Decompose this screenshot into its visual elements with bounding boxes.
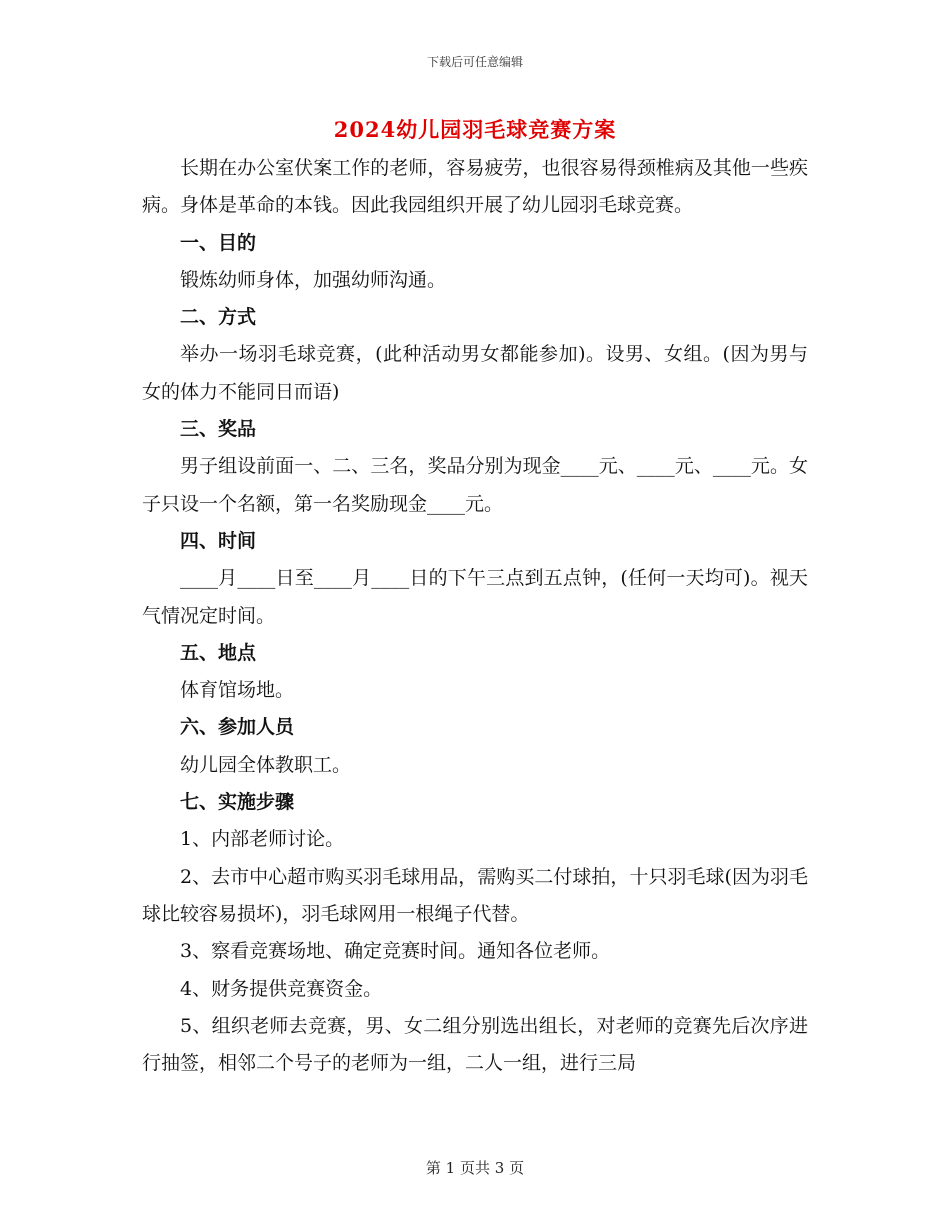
page-header-note: 下载后可任意编辑 bbox=[426, 55, 523, 69]
section-heading-prizes: 三、奖品 bbox=[180, 418, 257, 441]
page-number: 第 1 页共 3 页 bbox=[425, 1159, 525, 1177]
document-body bbox=[142, 150, 808, 1082]
step-item-3: 3、察看竞赛场地、确定竞赛时间。通知各位老师。 bbox=[180, 940, 611, 963]
step-item-4: 4、财务提供竞赛资金。 bbox=[180, 977, 383, 1000]
paragraph-location: 体育馆场地。 bbox=[180, 679, 295, 702]
section-heading-steps: 七、实施步骤 bbox=[180, 791, 295, 814]
intro-paragraph: 长期在办公室伏案工作的老师，容易疲劳，也很容易得颈椎病及其他一些疾病。身体是革命的本钱。因此我园组织开展了幼儿园羽毛球竞赛。 bbox=[142, 157, 808, 217]
paragraph-time: ____月____日至____月____日的下午三点到五点钟，(任何一天均可)。视天气情况定时间。 bbox=[142, 567, 808, 627]
paragraph-prizes: 男子组设前面一、二、三名，奖品分别为现金____元、____元、____元。女子只设一个名额，第一名奖励现金____元。 bbox=[142, 455, 808, 515]
section-heading-participants: 六、参加人员 bbox=[180, 716, 295, 739]
step-item-1: 1、内部老师讨论。 bbox=[180, 828, 345, 851]
paragraph-purpose: 锻炼幼师身体，加强幼师沟通。 bbox=[180, 268, 447, 291]
step-item-2: 2、去市中心超市购买羽毛球用品，需购买二付球拍，十只羽毛球(因为羽毛球比较容易损坏)，羽毛球网用一根绳子代替。 bbox=[142, 865, 808, 925]
section-heading-method: 二、方式 bbox=[180, 306, 257, 329]
section-heading-time: 四、时间 bbox=[180, 529, 257, 552]
section-heading-location: 五、地点 bbox=[180, 641, 257, 664]
paragraph-participants: 幼儿园全体教职工。 bbox=[180, 753, 352, 776]
paragraph-method: 举办一场羽毛球竞赛，(此种活动男女都能参加)。设男、女组。(因为男与女的体力不能同日而语) bbox=[142, 343, 808, 403]
step-item-5: 5、组织老师去竞赛，男、女二组分别选出组长，对老师的竞赛先后次序进行抽签，相邻二个号子的老师为一组，二人一组，进行三局 bbox=[142, 1014, 808, 1075]
section-heading-purpose: 一、目的 bbox=[180, 231, 257, 254]
document-title: 2024幼儿园羽毛球竞赛方案 bbox=[333, 117, 617, 142]
